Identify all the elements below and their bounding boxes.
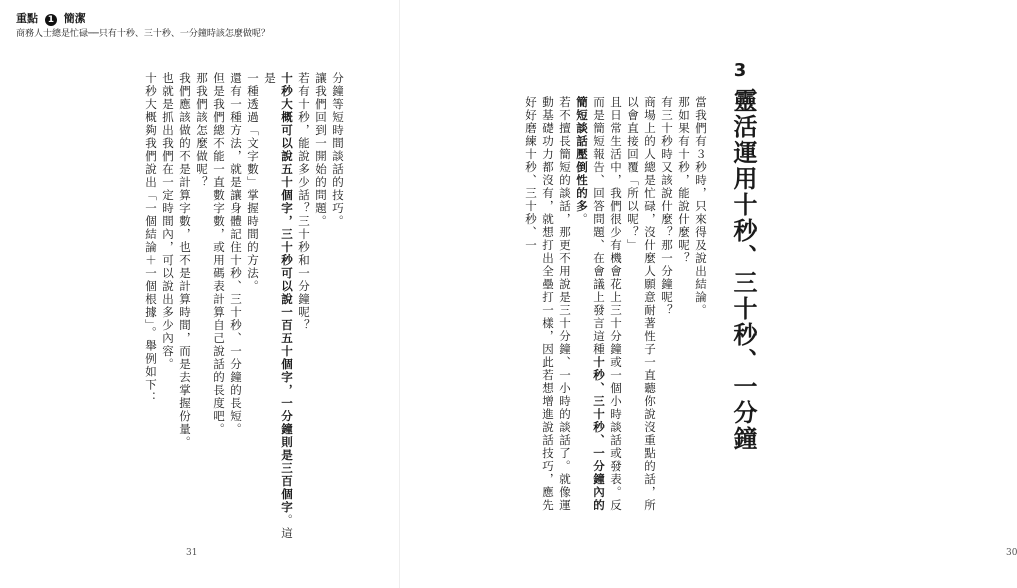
paragraph: 那我們該怎麼做呢？ (195, 72, 209, 189)
paragraph: 若不擅長簡短的談話，那更不用說是三十分鐘、一小時的談話了。就像運動基礎功力都沒有，就想打出全壘打一樣，因此若想增進說話技巧，應先好好磨練十秒、三十秒、一 (524, 96, 572, 512)
chapter-title: 靈活運用十秒、三十秒、一分鐘 (729, 88, 757, 452)
running-head (16, 12, 270, 40)
running-head-label (16, 12, 270, 26)
paragraph: 十秒大概夠我們說出「一個結論＋一個根據」。舉例如下： (144, 72, 158, 405)
paragraph: 分鐘等短時間談話的技巧。 (331, 72, 345, 228)
paragraph: 也就是抓出我們在一定時間內，可以說出多少內容。 (161, 72, 175, 371)
page-number-left: 31 (186, 548, 198, 558)
paragraph: 那如果有十秒，能說什麼呢？ (677, 96, 691, 265)
paragraph: 但是我們總不能一直數字數，或用碼表計算自己說話的長度吧。 (212, 72, 226, 436)
paragraph-text: 。 (575, 213, 589, 226)
paragraph: 有三十秒時又該說什麼？那一分鐘呢？ (660, 96, 674, 317)
running-head-subtitle: 商務人士總是忙碌──只有十秒、三十秒、一分鐘時該怎麼做呢？ (16, 29, 270, 39)
left-page (0, 0, 399, 588)
paragraph: 還有一種方法，就是讓身體記住十秒、三十秒、一分鐘的長短。 (229, 72, 243, 436)
emphasis-text: 十秒大概可以說五十個字，三十秒可以說一百五十個字，一分鐘則是三百個字 (280, 72, 294, 514)
paragraph: 一種透過「文字數」掌握時間的方法。 (246, 72, 260, 293)
right-page-body (409, 96, 709, 516)
page-number-right: 30 (1006, 548, 1017, 558)
paragraph: 若有十秒，能說多少話？三十秒和一分鐘呢？ (297, 72, 311, 332)
chapter-number: 3 (733, 60, 747, 81)
left-page-body (56, 72, 346, 542)
running-head-prefix: 重點 (16, 12, 38, 25)
running-head-number: 1 (45, 14, 57, 26)
paragraph-text: 且日常生活中，我們很少有機會花上三十分鐘或一個小時談話或發表。反而是簡短報告、回答問題、在會議上發言這種 (592, 96, 623, 512)
paragraph (573, 96, 624, 516)
paragraph (261, 72, 295, 542)
paragraph: 商場上的人總是忙碌，沒什麼人願意耐著性子一直聽你說沒重點的話，所以會直接回覆「所以呢？」 (626, 96, 657, 512)
paragraph: 我們應該做的不是計算字數，也不是計算時間，而是去掌握份量。 (178, 72, 192, 449)
paragraph-text: 。這是 (263, 72, 294, 540)
running-head-title: 簡潔 (63, 12, 86, 25)
emphasis-text: 十秒、三十秒、一分鐘內的簡短談話壓倒性的多 (575, 96, 606, 512)
paragraph: 當我們有３秒時，只來得及說出結論。 (694, 96, 708, 317)
paragraph: 讓我們回到一開始的問題。 (314, 72, 328, 228)
